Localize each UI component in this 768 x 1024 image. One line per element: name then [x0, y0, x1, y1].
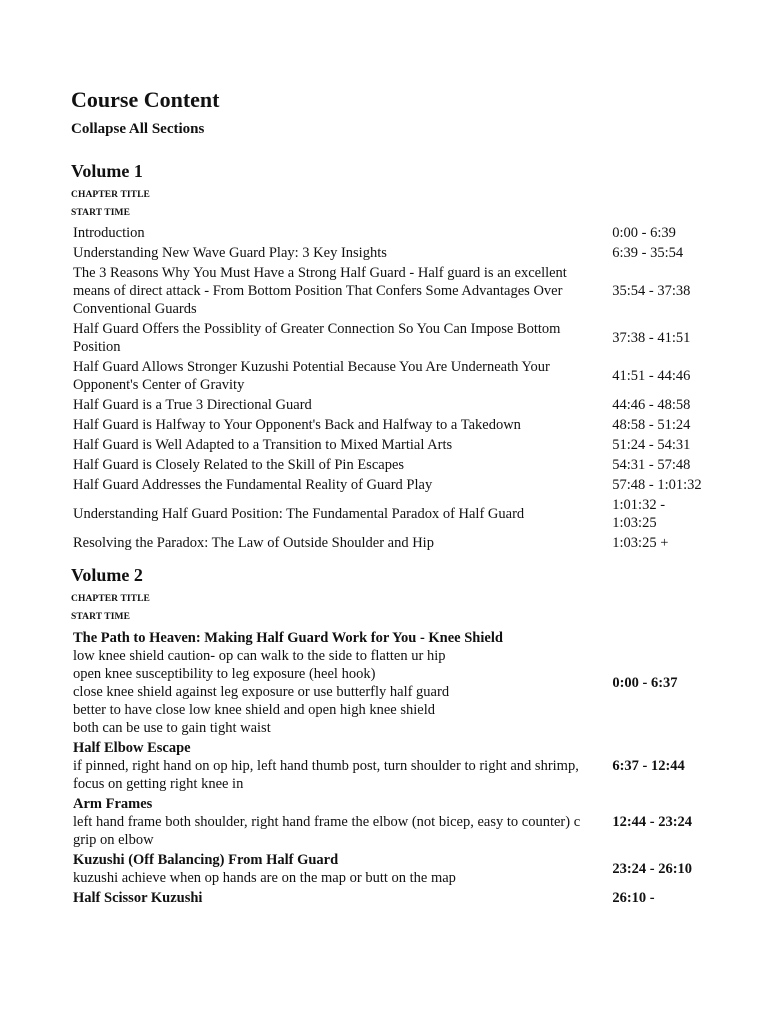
- chapter-title: The 3 Reasons Why You Must Have a Strong Half Guard - Half guard is an excellent means of direct attack - From Bottom Position That Confers Some Advantages Over Conventional Guards: [73, 265, 567, 317]
- column-header-chapter-title: CHAPTER TITLE: [71, 190, 150, 200]
- table-row[interactable]: [73, 851, 702, 887]
- table-row[interactable]: [73, 358, 702, 394]
- volume-title[interactable]: Volume 2: [71, 565, 143, 585]
- volume-2-chapter-table: [71, 627, 704, 909]
- chapter-cell: [73, 795, 610, 849]
- chapter-note: kuzushi achieve when op hands are on the map or butt on the map: [73, 870, 456, 886]
- chapter-title: Half Elbow Escape: [73, 740, 191, 756]
- table-row[interactable]: [73, 244, 702, 262]
- chapter-title: Understanding New Wave Guard Play: 3 Key Insights: [73, 245, 387, 261]
- chapter-time: 26:10 -: [612, 890, 655, 906]
- chapter-cell: [73, 851, 610, 887]
- chapter-time: 0:00 - 6:39: [612, 225, 676, 241]
- chapter-note: close knee shield against leg exposure or use butterfly half guard: [73, 684, 450, 700]
- table-row[interactable]: [73, 224, 702, 242]
- volume-1-chapter-table: [71, 222, 704, 554]
- chapter-title: Arm Frames: [73, 796, 153, 812]
- table-row[interactable]: [73, 416, 702, 434]
- chapter-time: 54:31 - 57:48: [612, 457, 691, 473]
- chapter-note: if pinned, right hand on op hip, left hand thumb post, turn shoulder to right and shrimp, focus on getting right knee in: [73, 758, 579, 792]
- chapter-time: 44:46 - 48:58: [612, 397, 691, 413]
- table-row[interactable]: [73, 534, 702, 552]
- chapter-note: both can be use to gain tight waist: [73, 720, 271, 736]
- chapter-title: Half Guard is Halfway to Your Opponent's Back and Halfway to a Takedown: [73, 417, 521, 433]
- table-row[interactable]: [73, 396, 702, 414]
- chapter-cell: [73, 629, 610, 737]
- chapter-cell: [73, 739, 610, 793]
- chapter-time: 48:58 - 51:24: [612, 417, 691, 433]
- chapter-title: Half Guard Allows Stronger Kuzushi Potential Because You Are Underneath Your Opponent's Center of Gravity: [73, 359, 550, 393]
- table-row[interactable]: [73, 320, 702, 356]
- chapter-time: 0:00 - 6:37: [612, 675, 678, 691]
- chapter-note: low knee shield caution- op can walk to the side to flatten ur hip: [73, 648, 446, 664]
- chapter-title: Introduction: [73, 225, 145, 241]
- table-row[interactable]: [73, 264, 702, 318]
- table-row[interactable]: [73, 739, 702, 793]
- chapter-title: Half Guard is a True 3 Directional Guard: [73, 397, 312, 413]
- chapter-time: 35:54 - 37:38: [612, 283, 691, 299]
- collapse-all-sections-button[interactable]: Collapse All Sections: [71, 121, 205, 137]
- course-content-page: [71, 86, 701, 909]
- chapter-title: Resolving the Paradox: The Law of Outside Shoulder and Hip: [73, 535, 434, 551]
- volume-title[interactable]: Volume 1: [71, 161, 143, 181]
- column-header-chapter-title: CHAPTER TITLE: [71, 594, 150, 604]
- chapter-note: better to have close low knee shield and open high knee shield: [73, 702, 435, 718]
- chapter-title: Half Guard is Closely Related to the Skill of Pin Escapes: [73, 457, 405, 473]
- page-title: Course Content: [71, 87, 220, 112]
- chapter-note: left hand frame both shoulder, right hand frame the elbow (not bicep, easy to counter) c grip on elbow: [73, 814, 581, 848]
- table-row[interactable]: [73, 476, 702, 494]
- chapter-time: 1:03:25 +: [612, 535, 669, 551]
- chapter-time: 41:51 - 44:46: [612, 368, 691, 384]
- chapter-title: Half Guard Offers the Possiblity of Greater Connection So You Can Impose Bottom Position: [73, 321, 561, 355]
- chapter-title: Half Guard is Well Adapted to a Transition to Mixed Martial Arts: [73, 437, 453, 453]
- chapter-title: Kuzushi (Off Balancing) From Half Guard: [73, 852, 339, 868]
- table-row[interactable]: [73, 436, 702, 454]
- table-row[interactable]: [73, 456, 702, 474]
- chapter-time: 12:44 - 23:24: [612, 814, 693, 830]
- chapter-title: Half Scissor Kuzushi: [73, 890, 203, 906]
- chapter-title: Understanding Half Guard Position: The Fundamental Paradox of Half Guard: [73, 506, 525, 522]
- table-row[interactable]: [73, 629, 702, 737]
- table-row[interactable]: [73, 889, 702, 907]
- table-row[interactable]: [73, 496, 702, 532]
- column-header-start-time: START TIME: [71, 612, 131, 622]
- column-header-start-time: START TIME: [71, 208, 131, 218]
- chapter-time: 37:38 - 41:51: [612, 330, 691, 346]
- chapter-time: 6:37 - 12:44: [612, 758, 685, 774]
- chapter-title: The Path to Heaven: Making Half Guard Work for You - Knee Shield: [73, 630, 503, 646]
- chapter-time: 1:01:32 - 1:03:25: [612, 497, 666, 531]
- chapter-time: 23:24 - 26:10: [612, 861, 693, 877]
- chapter-time: 51:24 - 54:31: [612, 437, 691, 453]
- chapter-cell: [73, 889, 610, 907]
- chapter-title: Half Guard Addresses the Fundamental Reality of Guard Play: [73, 477, 433, 493]
- chapter-note: open knee susceptibility to leg exposure (heel hook): [73, 666, 376, 682]
- chapter-time: 6:39 - 35:54: [612, 245, 684, 261]
- chapter-time: 57:48 - 1:01:32: [612, 477, 702, 493]
- table-row[interactable]: [73, 795, 702, 849]
